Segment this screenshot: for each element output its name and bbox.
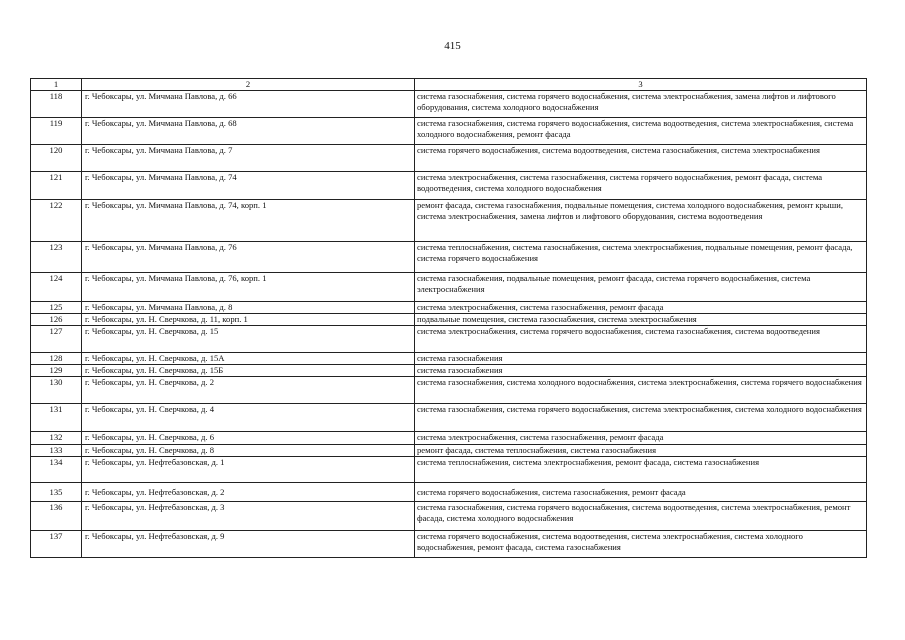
row-address: г. Чебоксары, ул. Мичмана Павлова, д. 76, корп. 1 <box>82 273 415 302</box>
table-row <box>31 145 867 172</box>
table-row <box>31 242 867 273</box>
table-row <box>31 531 867 558</box>
row-works: система газоснабжения, система горячего водоснабжения, система водоотведения, система электроснабжения, ремонт фасада, система холодного водоснабжения <box>415 502 867 531</box>
row-number: 130 <box>31 377 82 404</box>
table-row <box>31 118 867 145</box>
row-number: 119 <box>31 118 82 145</box>
row-works: система газоснабжения, система горячего водоснабжения, система водоотведения, система электроснабжения, система холодного водоснабжения, ремонт фасада <box>415 118 867 145</box>
row-number: 133 <box>31 445 82 457</box>
table-row <box>31 502 867 531</box>
table-row <box>31 483 867 502</box>
row-number: 121 <box>31 172 82 200</box>
row-address: г. Чебоксары, ул. Мичмана Павлова, д. 66 <box>82 91 415 118</box>
row-address: г. Чебоксары, ул. Н. Сверчкова, д. 15А <box>82 353 415 365</box>
row-works: система газоснабжения, система холодного водоснабжения, система электроснабжения, система горячего водоснабжения <box>415 377 867 404</box>
row-number: 126 <box>31 314 82 326</box>
row-address: г. Чебоксары, ул. Н. Сверчкова, д. 4 <box>82 404 415 432</box>
row-address: г. Чебоксары, ул. Мичмана Павлова, д. 7 <box>82 145 415 172</box>
table-row <box>31 365 867 377</box>
row-address: г. Чебоксары, ул. Нефтебазовская, д. 2 <box>82 483 415 502</box>
column-header-1: 1 <box>31 79 82 91</box>
row-works: система теплоснабжения, система электроснабжения, ремонт фасада, система газоснабжения <box>415 457 867 483</box>
row-works: ремонт фасада, система теплоснабжения, система газоснабжения <box>415 445 867 457</box>
row-works: система теплоснабжения, система газоснабжения, система электроснабжения, подвальные помещения, ремонт фасада, система горячего водоснабжения <box>415 242 867 273</box>
row-number: 129 <box>31 365 82 377</box>
page-number: 415 <box>444 40 461 52</box>
row-works: система электроснабжения, система газоснабжения, ремонт фасада <box>415 432 867 445</box>
row-number: 124 <box>31 273 82 302</box>
row-works: система электроснабжения, система газоснабжения, ремонт фасада <box>415 302 867 314</box>
row-number: 131 <box>31 404 82 432</box>
row-address: г. Чебоксары, ул. Нефтебазовская, д. 1 <box>82 457 415 483</box>
row-address: г. Чебоксары, ул. Н. Сверчкова, д. 6 <box>82 432 415 445</box>
column-header-2: 2 <box>82 79 415 91</box>
table-row <box>31 445 867 457</box>
table-header-row <box>31 79 867 91</box>
row-number: 136 <box>31 502 82 531</box>
table-row <box>31 91 867 118</box>
row-works: подвальные помещения, система газоснабжения, система электроснабжения <box>415 314 867 326</box>
row-number: 127 <box>31 326 82 353</box>
row-address: г. Чебоксары, ул. Мичмана Павлова, д. 76 <box>82 242 415 273</box>
row-works: система газоснабжения, система горячего водоснабжения, система электроснабжения, замена лифтов и лифтового оборудования, система холодного водоснабжения <box>415 91 867 118</box>
table-row <box>31 200 867 242</box>
row-address: г. Чебоксары, ул. Нефтебазовская, д. 9 <box>82 531 415 558</box>
row-address: г. Чебоксары, ул. Мичмана Павлова, д. 68 <box>82 118 415 145</box>
row-works: система газоснабжения, система горячего водоснабжения, система электроснабжения, система холодного водоснабжения <box>415 404 867 432</box>
row-number: 134 <box>31 457 82 483</box>
table-row <box>31 404 867 432</box>
row-number: 118 <box>31 91 82 118</box>
row-works: система горячего водоснабжения, система водоотведения, система газоснабжения, система электроснабжения <box>415 145 867 172</box>
table-row <box>31 377 867 404</box>
row-address: г. Чебоксары, ул. Н. Сверчкова, д. 8 <box>82 445 415 457</box>
registry-table <box>30 78 867 558</box>
row-works: система газоснабжения <box>415 353 867 365</box>
table-row <box>31 302 867 314</box>
row-works: система газоснабжения <box>415 365 867 377</box>
table-row <box>31 353 867 365</box>
row-works: система газоснабжения, подвальные помещения, ремонт фасада, система горячего водоснабжения, система электроснабжения <box>415 273 867 302</box>
row-number: 123 <box>31 242 82 273</box>
row-address: г. Чебоксары, ул. Нефтебазовская, д. 3 <box>82 502 415 531</box>
row-address: г. Чебоксары, ул. Н. Сверчкова, д. 2 <box>82 377 415 404</box>
row-works: система электроснабжения, система газоснабжения, система горячего водоснабжения, ремонт фасада, система водоотведения, система холодного водоснабжения <box>415 172 867 200</box>
row-number: 135 <box>31 483 82 502</box>
row-address: г. Чебоксары, ул. Н. Сверчкова, д. 11, корп. 1 <box>82 314 415 326</box>
row-address: г. Чебоксары, ул. Мичмана Павлова, д. 74 <box>82 172 415 200</box>
row-works: ремонт фасада, система газоснабжения, подвальные помещения, система холодного водоснабжения, ремонт крыши, система электроснабжения, замена лифтов и лифтового оборудования, система водоотведения <box>415 200 867 242</box>
row-number: 120 <box>31 145 82 172</box>
table-row <box>31 326 867 353</box>
row-number: 128 <box>31 353 82 365</box>
row-number: 132 <box>31 432 82 445</box>
row-address: г. Чебоксары, ул. Мичмана Павлова, д. 8 <box>82 302 415 314</box>
column-header-3: 3 <box>415 79 867 91</box>
row-number: 125 <box>31 302 82 314</box>
table-row <box>31 314 867 326</box>
row-works: система горячего водоснабжения, система водоотведения, система электроснабжения, система холодного водоснабжения, ремонт фасада, система газоснабжения <box>415 531 867 558</box>
row-works: система горячего водоснабжения, система газоснабжения, ремонт фасада <box>415 483 867 502</box>
row-number: 122 <box>31 200 82 242</box>
table-row <box>31 457 867 483</box>
table-row <box>31 172 867 200</box>
table-row <box>31 432 867 445</box>
row-address: г. Чебоксары, ул. Н. Сверчкова, д. 15Б <box>82 365 415 377</box>
table-row <box>31 273 867 302</box>
row-address: г. Чебоксары, ул. Мичмана Павлова, д. 74, корп. 1 <box>82 200 415 242</box>
row-number: 137 <box>31 531 82 558</box>
row-address: г. Чебоксары, ул. Н. Сверчкова, д. 15 <box>82 326 415 353</box>
row-works: система электроснабжения, система горячего водоснабжения, система газоснабжения, система водоотведения <box>415 326 867 353</box>
